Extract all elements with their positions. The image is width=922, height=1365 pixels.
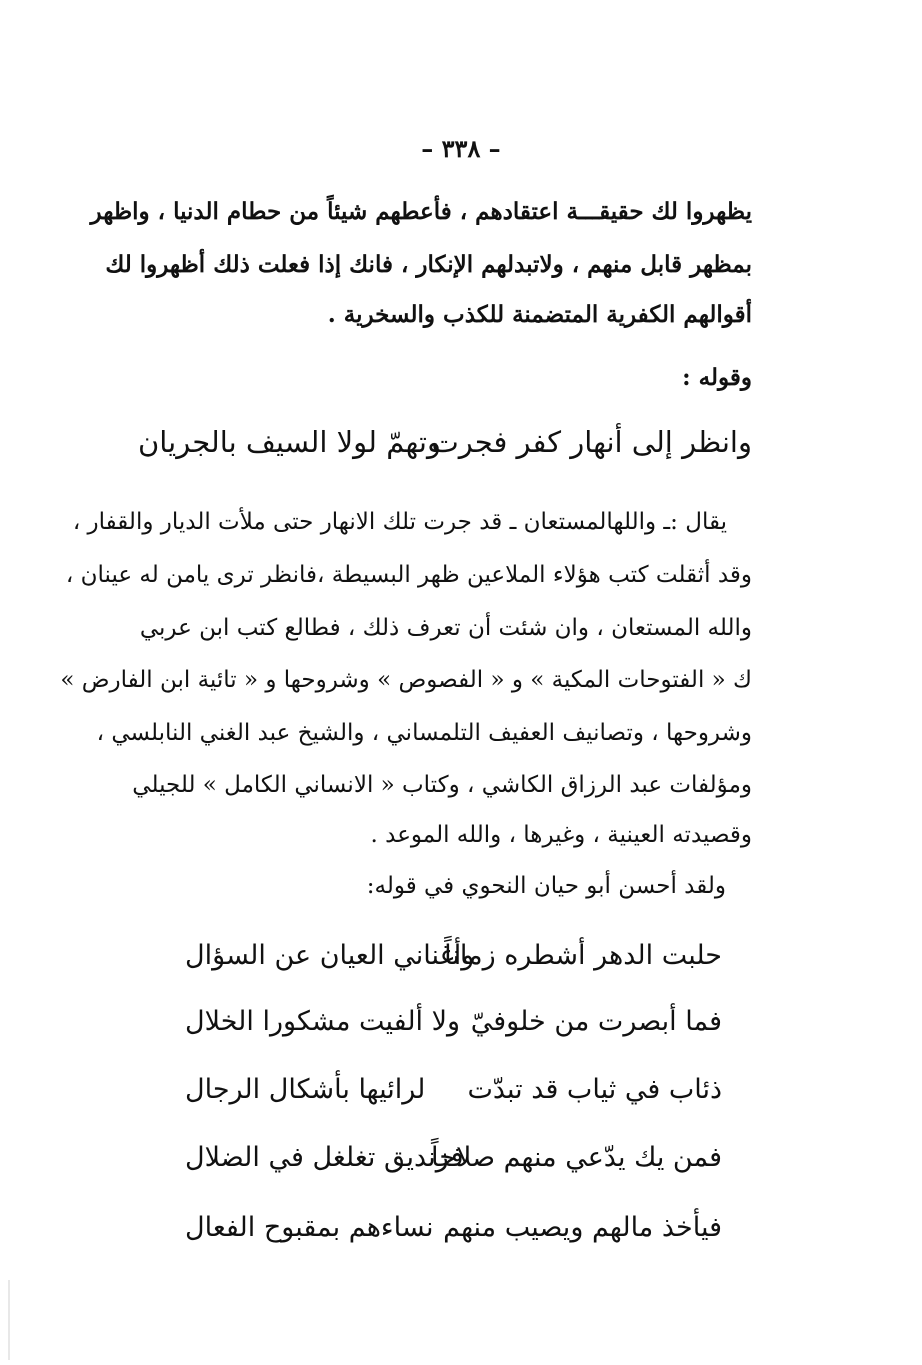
poem-verse-second: وأغناني العيان عن السؤال <box>185 940 475 971</box>
poem-verse-second: لرائيها بأشكال الرجال <box>185 1074 426 1105</box>
poem-verse-first: حلبت الدهر أشطره زماناً <box>444 940 722 971</box>
paragraph-2-line: وشروحها ، وتصانيف العفيف التلمساني ، والشيخ عبد الغني النابلسي ، <box>96 720 752 746</box>
paragraph-1-line: بمظهر قابل منهم ، ولاتبدلهم الإنكار ، فانك إذا فعلت ذلك أظهروا لك <box>105 251 752 278</box>
paragraph-1-line: أقوالهم الكفرية المتضمنة للكذب والسخرية . <box>327 301 752 328</box>
poem-verse-second: نساءهم بمقبوح الفعال <box>185 1212 434 1243</box>
paragraph-1-line: يظهروا لك حقيقـــة اعتقادهم ، فأعطهم شيئاً من حطام الدنيا ، واظهر <box>90 198 752 225</box>
poem-verse-first: فيأخذ مالهم ويصيب منهم <box>443 1212 722 1243</box>
poem-verse-first: ذئاب في ثياب قد تبدّت <box>467 1074 722 1105</box>
paragraph-2-line: وقصيدته العينية ، وغيرها ، والله الموعد . <box>370 822 752 848</box>
paragraph-2-line: ومؤلفات عبد الرزاق الكاشي ، وكتاب « الانساني الكامل » للجيلي <box>132 772 752 798</box>
poem-verse-first: فما أبصرت من خلوفيّ <box>470 1006 722 1037</box>
intro-poem-label: ولقد أحسن أبو حيان النحوي في قوله: <box>366 873 726 899</box>
paragraph-2-line: وقد أثقلت كتب هؤلاء الملاعين ظهر البسيطة ،فانظر ترى يامن له عينان ، <box>65 562 752 588</box>
verse-1-second-hemistich: وتهمّ لولا السيف بالجريان <box>138 425 441 459</box>
paragraph-2-line: والله المستعان ، وان شئت أن تعرف ذلك ، فطالع كتب ابن عربي <box>139 615 752 641</box>
verse-1-first-hemistich: وانظر إلى أنهار كفر فجرت <box>431 425 752 459</box>
paragraph-2-line: يقال :ـ واللهالمستعان ـ قد جرت تلك الانهار حتى ملأت الديار والقفار ، <box>72 509 727 535</box>
intro-quote-label: وقوله : <box>682 364 752 391</box>
poem-verse-second: ولا ألفيت مشكورا الخلال <box>185 1006 461 1037</box>
poem-verse-first: فمن يك يدّعي منهم صلاحاً <box>431 1142 722 1173</box>
page-number: – ٣٣٨ – <box>421 134 501 163</box>
paragraph-2-line: ك « الفتوحات المكية » و « الفصوص » وشروحها و « تائية ابن الفارض » <box>60 667 752 693</box>
poem-verse-second: فزنديق تغلغل في الضلال <box>185 1142 464 1173</box>
scan-edge-mark <box>8 1280 10 1360</box>
